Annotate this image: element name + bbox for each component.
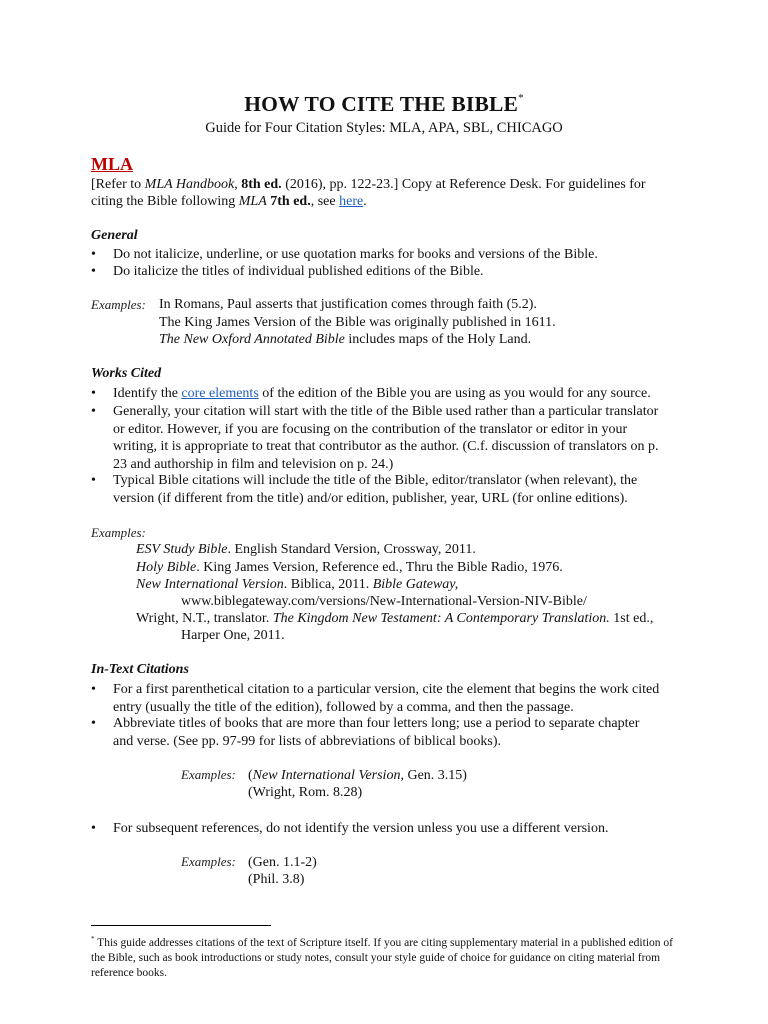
works-cited-example-niv-url: www.biblegateway.com/versions/New-International-Version-NIV-Bible/ bbox=[181, 594, 587, 609]
footnote-marker: * bbox=[518, 91, 524, 104]
in-text-bullet-1: • For a first parenthetical citation to a particular version, cite the element that begins the work cited entry (usually the title of the edition), followed by a comma, and then the passage. bbox=[91, 682, 660, 715]
page-title: HOW TO CITE THE BIBLE* bbox=[244, 91, 524, 116]
refer-line-2: citing the Bible following MLA 7th ed., see here. bbox=[91, 194, 367, 209]
in-text-examples-label-1: Examples: bbox=[181, 767, 236, 782]
general-bullet-2: • Do italicize the titles of individual published editions of the Bible. bbox=[91, 264, 484, 279]
works-cited-example-niv: New International Version. Biblica, 2011. Bible Gateway, bbox=[136, 577, 459, 592]
in-text-heading: In-Text Citations bbox=[91, 662, 189, 677]
mla-heading: MLA bbox=[91, 154, 133, 174]
in-text-example-niv: (New International Version, Gen. 3.15) bbox=[248, 768, 467, 783]
refer-line-1: [Refer to MLA Handbook, 8th ed. (2016), pp. 122-23.] Copy at Reference Desk. For guidelines for bbox=[91, 177, 646, 192]
edition-7: 7th ed. bbox=[270, 194, 311, 209]
in-text-example-gen: (Gen. 1.1-2) bbox=[248, 855, 317, 870]
in-text-bullet-2: • Abbreviate titles of books that are more than four letters long; use a period to separate chapter and verse. (See pp. 97-99 for lists of abbreviations of biblical books). bbox=[91, 716, 640, 749]
page-subtitle: Guide for Four Citation Styles: MLA, APA, SBL, CHICAGO bbox=[205, 120, 563, 136]
works-cited-example-esv: ESV Study Bible. English Standard Version, Crossway, 2011. bbox=[136, 542, 476, 557]
in-text-bullet-3: • For subsequent references, do not identify the version unless you use a different version. bbox=[91, 821, 609, 836]
works-cited-example-kjv: Holy Bible. King James Version, Reference ed., Thru the Bible Radio, 1976. bbox=[136, 560, 563, 575]
works-cited-heading: Works Cited bbox=[91, 366, 162, 381]
footnote-rule bbox=[91, 925, 271, 926]
works-cited-example-wright-2: Harper One, 2011. bbox=[181, 628, 285, 643]
in-text-example-phil: (Phil. 3.8) bbox=[248, 872, 305, 887]
core-elements-link[interactable]: core elements bbox=[181, 386, 259, 401]
works-cited-examples-label: Examples: bbox=[91, 525, 146, 540]
general-example-2: The King James Version of the Bible was originally published in 1611. bbox=[159, 315, 556, 330]
works-cited-example-wright: Wright, N.T., translator. The Kingdom New Testament: A Contemporary Translation. 1st ed., bbox=[136, 611, 654, 626]
here-link[interactable]: here bbox=[339, 194, 364, 209]
edition-8: 8th ed. bbox=[241, 177, 282, 192]
works-cited-bullet-2: • Generally, your citation will start with the title of the Bible used rather than a particular translator or editor. However, if you are focusing on the contribution of the translator or editor in your writing, it is appropriate to treat that contributor as the author. (C.f. discussion of translators on p. 23 and authorship in film and television on p. 24.) bbox=[91, 404, 659, 472]
general-example-3: The New Oxford Annotated Bible includes maps of the Holy Land. bbox=[159, 332, 532, 347]
general-examples-label: Examples: bbox=[91, 297, 146, 312]
works-cited-bullet-3: • Typical Bible citations will include the title of the Bible, editor/translator (when relevant), the version (if different from the title) and/or edition, publisher, year, URL (for online editions). bbox=[91, 473, 638, 506]
general-bullet-1: • Do not italicize, underline, or use quotation marks for books and versions of the Bible. bbox=[91, 247, 598, 262]
general-example-1: In Romans, Paul asserts that justification comes through faith (5.2). bbox=[159, 297, 537, 312]
general-heading: General bbox=[91, 228, 138, 243]
in-text-example-wright: (Wright, Rom. 8.28) bbox=[248, 785, 363, 800]
works-cited-bullet-1: • Identify the core elements of the edition of the Bible you are using as you would for any source. bbox=[91, 386, 651, 401]
in-text-examples-label-2: Examples: bbox=[181, 854, 236, 869]
footnote: * This guide addresses citations of the text of Scripture itself. If you are citing supplementary material in a published edition of the Bible, such as book introductions or study notes, consult your style guide of choice for guidance on citing material from reference books. bbox=[91, 935, 673, 979]
